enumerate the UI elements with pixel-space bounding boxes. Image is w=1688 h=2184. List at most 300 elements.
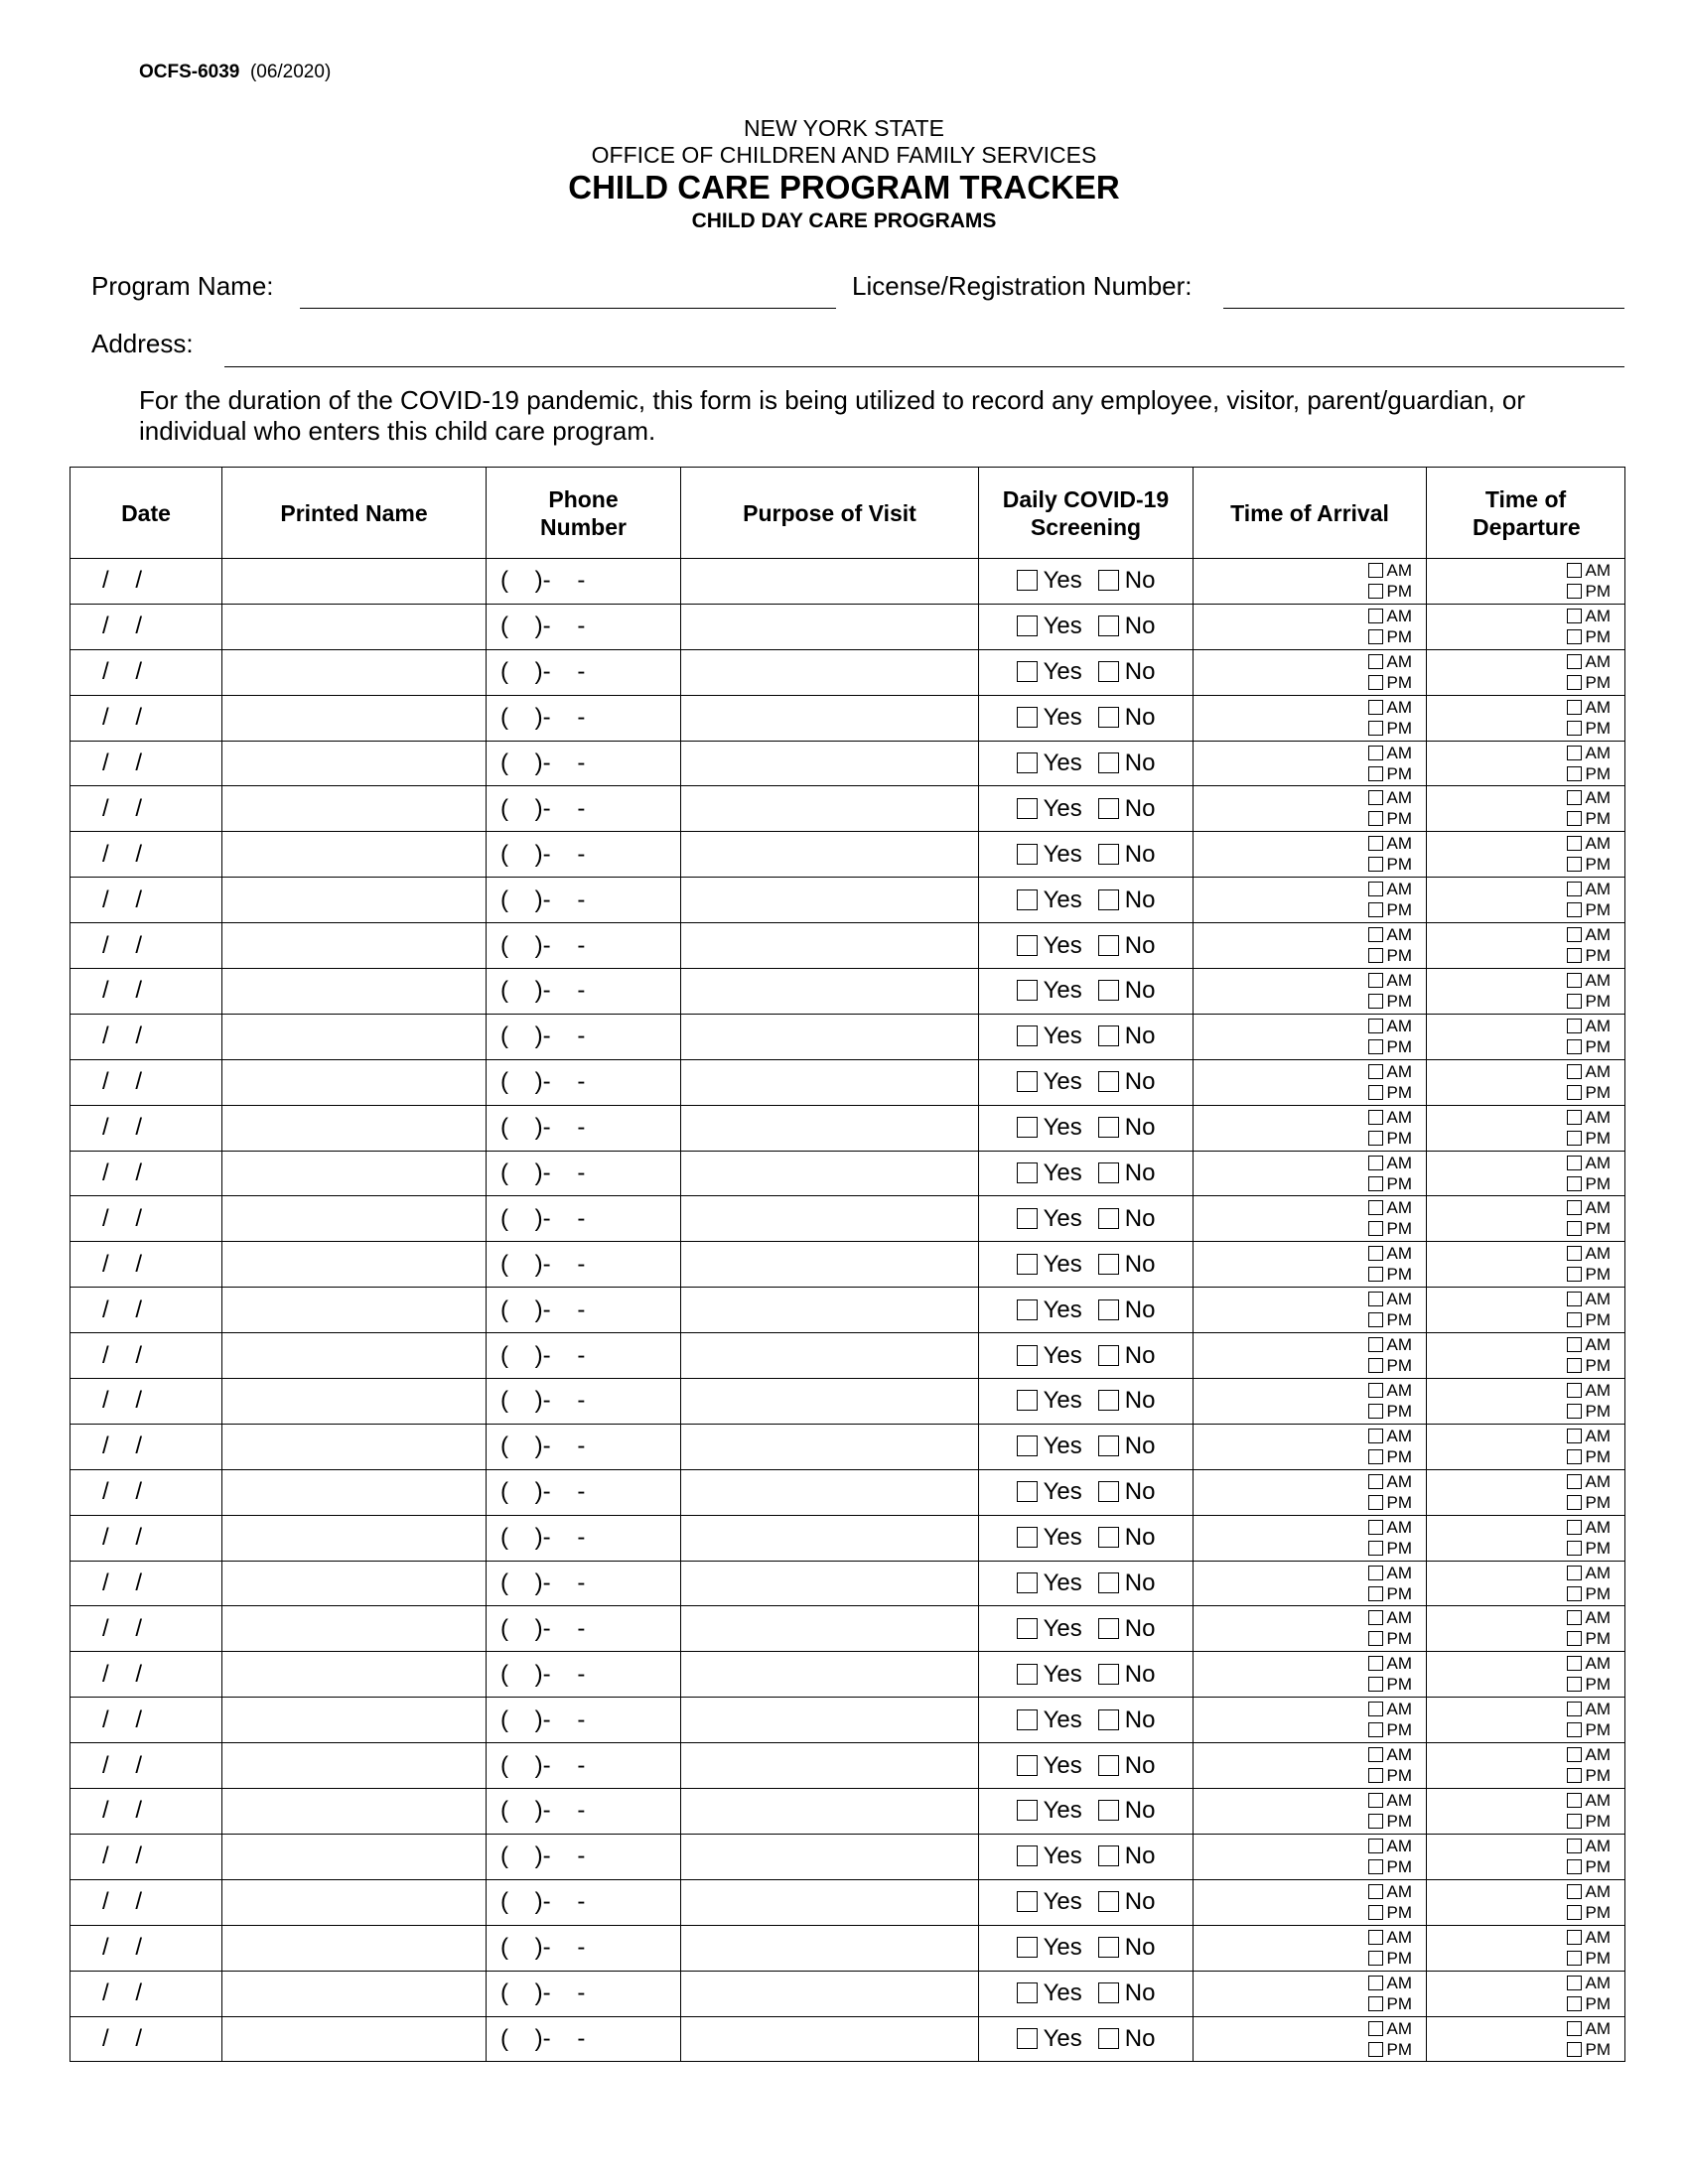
- departure-am-checkbox[interactable]: [1567, 1156, 1582, 1170]
- date-cell[interactable]: / /: [70, 1196, 222, 1242]
- date-cell[interactable]: / /: [70, 1561, 222, 1606]
- arrival-pm-checkbox[interactable]: [1368, 1859, 1383, 1874]
- departure-am-checkbox[interactable]: [1567, 609, 1582, 623]
- arrival-am-checkbox[interactable]: [1368, 1474, 1383, 1489]
- arrival-pm-checkbox[interactable]: [1368, 766, 1383, 781]
- departure-pm-checkbox[interactable]: [1567, 811, 1582, 826]
- printed-name-cell[interactable]: [222, 1743, 487, 1789]
- purpose-cell[interactable]: [681, 1379, 979, 1425]
- arrival-pm-checkbox[interactable]: [1368, 1449, 1383, 1464]
- arrival-am-checkbox[interactable]: [1368, 1337, 1383, 1352]
- arrival-am-checkbox[interactable]: [1368, 1156, 1383, 1170]
- printed-name-cell[interactable]: [222, 559, 487, 605]
- no-checkbox[interactable]: [1098, 798, 1119, 819]
- yes-checkbox[interactable]: [1017, 1345, 1038, 1366]
- purpose-cell[interactable]: [681, 1743, 979, 1789]
- date-cell[interactable]: / /: [70, 1925, 222, 1971]
- arrival-pm-checkbox[interactable]: [1368, 1951, 1383, 1966]
- no-checkbox[interactable]: [1098, 1800, 1119, 1821]
- no-checkbox[interactable]: [1098, 2028, 1119, 2049]
- yes-checkbox[interactable]: [1017, 1755, 1038, 1776]
- arrival-pm-checkbox[interactable]: [1368, 902, 1383, 917]
- departure-pm-checkbox[interactable]: [1567, 1039, 1582, 1054]
- printed-name-cell[interactable]: [222, 1469, 487, 1515]
- arrival-am-checkbox[interactable]: [1368, 1610, 1383, 1625]
- date-cell[interactable]: / /: [70, 1789, 222, 1835]
- departure-am-checkbox[interactable]: [1567, 563, 1582, 578]
- arrival-pm-checkbox[interactable]: [1368, 1631, 1383, 1646]
- no-checkbox[interactable]: [1098, 1345, 1119, 1366]
- arrival-pm-checkbox[interactable]: [1368, 857, 1383, 872]
- departure-am-checkbox[interactable]: [1567, 746, 1582, 760]
- no-checkbox[interactable]: [1098, 752, 1119, 773]
- date-cell[interactable]: / /: [70, 1059, 222, 1105]
- no-checkbox[interactable]: [1098, 1390, 1119, 1411]
- no-checkbox[interactable]: [1098, 844, 1119, 865]
- printed-name-cell[interactable]: [222, 1971, 487, 2016]
- date-cell[interactable]: / /: [70, 741, 222, 786]
- printed-name-cell[interactable]: [222, 1652, 487, 1698]
- departure-am-checkbox[interactable]: [1567, 927, 1582, 942]
- arrival-pm-checkbox[interactable]: [1368, 1404, 1383, 1419]
- yes-checkbox[interactable]: [1017, 1982, 1038, 2003]
- date-cell[interactable]: / /: [70, 786, 222, 832]
- printed-name-cell[interactable]: [222, 1379, 487, 1425]
- phone-cell[interactable]: ( )- -: [487, 1059, 681, 1105]
- no-checkbox[interactable]: [1098, 889, 1119, 910]
- phone-cell[interactable]: ( )- -: [487, 878, 681, 923]
- departure-am-checkbox[interactable]: [1567, 882, 1582, 896]
- phone-cell[interactable]: ( )- -: [487, 1789, 681, 1835]
- departure-pm-checkbox[interactable]: [1567, 766, 1582, 781]
- departure-am-checkbox[interactable]: [1567, 1610, 1582, 1625]
- departure-am-checkbox[interactable]: [1567, 1019, 1582, 1033]
- yes-checkbox[interactable]: [1017, 1254, 1038, 1275]
- yes-checkbox[interactable]: [1017, 615, 1038, 636]
- no-checkbox[interactable]: [1098, 661, 1119, 682]
- arrival-pm-checkbox[interactable]: [1368, 1541, 1383, 1556]
- yes-checkbox[interactable]: [1017, 1527, 1038, 1548]
- arrival-am-checkbox[interactable]: [1368, 1747, 1383, 1762]
- phone-cell[interactable]: ( )- -: [487, 832, 681, 878]
- purpose-cell[interactable]: [681, 2016, 979, 2062]
- no-checkbox[interactable]: [1098, 1755, 1119, 1776]
- date-cell[interactable]: / /: [70, 604, 222, 649]
- arrival-am-checkbox[interactable]: [1368, 1656, 1383, 1671]
- date-cell[interactable]: / /: [70, 1151, 222, 1196]
- phone-cell[interactable]: ( )- -: [487, 1242, 681, 1288]
- address-input[interactable]: [228, 337, 1624, 364]
- arrival-pm-checkbox[interactable]: [1368, 1495, 1383, 1510]
- arrival-pm-checkbox[interactable]: [1368, 1312, 1383, 1327]
- departure-pm-checkbox[interactable]: [1567, 1859, 1582, 1874]
- yes-checkbox[interactable]: [1017, 1390, 1038, 1411]
- printed-name-cell[interactable]: [222, 786, 487, 832]
- purpose-cell[interactable]: [681, 559, 979, 605]
- date-cell[interactable]: / /: [70, 559, 222, 605]
- departure-am-checkbox[interactable]: [1567, 1474, 1582, 1489]
- purpose-cell[interactable]: [681, 1834, 979, 1879]
- purpose-cell[interactable]: [681, 741, 979, 786]
- departure-pm-checkbox[interactable]: [1567, 1358, 1582, 1373]
- arrival-am-checkbox[interactable]: [1368, 1793, 1383, 1808]
- purpose-cell[interactable]: [681, 1925, 979, 1971]
- arrival-am-checkbox[interactable]: [1368, 1429, 1383, 1443]
- phone-cell[interactable]: ( )- -: [487, 2016, 681, 2062]
- yes-checkbox[interactable]: [1017, 844, 1038, 865]
- no-checkbox[interactable]: [1098, 1709, 1119, 1730]
- purpose-cell[interactable]: [681, 1698, 979, 1743]
- phone-cell[interactable]: ( )- -: [487, 923, 681, 969]
- arrival-pm-checkbox[interactable]: [1368, 1814, 1383, 1829]
- no-checkbox[interactable]: [1098, 1208, 1119, 1229]
- phone-cell[interactable]: ( )- -: [487, 1834, 681, 1879]
- printed-name-cell[interactable]: [222, 1789, 487, 1835]
- printed-name-cell[interactable]: [222, 2016, 487, 2062]
- no-checkbox[interactable]: [1098, 1254, 1119, 1275]
- printed-name-cell[interactable]: [222, 695, 487, 741]
- phone-cell[interactable]: ( )- -: [487, 1652, 681, 1698]
- date-cell[interactable]: / /: [70, 1469, 222, 1515]
- phone-cell[interactable]: ( )- -: [487, 559, 681, 605]
- date-cell[interactable]: / /: [70, 1698, 222, 1743]
- arrival-am-checkbox[interactable]: [1368, 927, 1383, 942]
- arrival-pm-checkbox[interactable]: [1368, 1176, 1383, 1191]
- phone-cell[interactable]: ( )- -: [487, 1469, 681, 1515]
- departure-pm-checkbox[interactable]: [1567, 1131, 1582, 1146]
- yes-checkbox[interactable]: [1017, 889, 1038, 910]
- purpose-cell[interactable]: [681, 649, 979, 695]
- date-cell[interactable]: / /: [70, 1242, 222, 1288]
- phone-cell[interactable]: ( )- -: [487, 1014, 681, 1059]
- printed-name-cell[interactable]: [222, 878, 487, 923]
- departure-am-checkbox[interactable]: [1567, 1702, 1582, 1716]
- purpose-cell[interactable]: [681, 1288, 979, 1333]
- date-cell[interactable]: / /: [70, 1652, 222, 1698]
- departure-pm-checkbox[interactable]: [1567, 1677, 1582, 1692]
- phone-cell[interactable]: ( )- -: [487, 741, 681, 786]
- no-checkbox[interactable]: [1098, 1481, 1119, 1502]
- arrival-am-checkbox[interactable]: [1368, 1884, 1383, 1899]
- phone-cell[interactable]: ( )- -: [487, 1698, 681, 1743]
- printed-name-cell[interactable]: [222, 1242, 487, 1288]
- arrival-am-checkbox[interactable]: [1368, 2021, 1383, 2036]
- no-checkbox[interactable]: [1098, 1845, 1119, 1866]
- arrival-pm-checkbox[interactable]: [1368, 811, 1383, 826]
- phone-cell[interactable]: ( )- -: [487, 1606, 681, 1652]
- printed-name-cell[interactable]: [222, 1288, 487, 1333]
- yes-checkbox[interactable]: [1017, 935, 1038, 956]
- arrival-am-checkbox[interactable]: [1368, 790, 1383, 805]
- yes-checkbox[interactable]: [1017, 1071, 1038, 1092]
- phone-cell[interactable]: ( )- -: [487, 1925, 681, 1971]
- arrival-am-checkbox[interactable]: [1368, 654, 1383, 669]
- phone-cell[interactable]: ( )- -: [487, 604, 681, 649]
- arrival-am-checkbox[interactable]: [1368, 1976, 1383, 1990]
- yes-checkbox[interactable]: [1017, 1481, 1038, 1502]
- arrival-am-checkbox[interactable]: [1368, 1839, 1383, 1853]
- printed-name-cell[interactable]: [222, 1196, 487, 1242]
- purpose-cell[interactable]: [681, 1469, 979, 1515]
- phone-cell[interactable]: ( )- -: [487, 1971, 681, 2016]
- arrival-pm-checkbox[interactable]: [1368, 994, 1383, 1009]
- phone-cell[interactable]: ( )- -: [487, 1333, 681, 1379]
- phone-cell[interactable]: ( )- -: [487, 1743, 681, 1789]
- arrival-pm-checkbox[interactable]: [1368, 675, 1383, 690]
- departure-pm-checkbox[interactable]: [1567, 1722, 1582, 1737]
- purpose-cell[interactable]: [681, 1105, 979, 1151]
- arrival-am-checkbox[interactable]: [1368, 1064, 1383, 1079]
- date-cell[interactable]: / /: [70, 1971, 222, 2016]
- purpose-cell[interactable]: [681, 1151, 979, 1196]
- arrival-am-checkbox[interactable]: [1368, 882, 1383, 896]
- departure-pm-checkbox[interactable]: [1567, 1541, 1582, 1556]
- printed-name-cell[interactable]: [222, 1151, 487, 1196]
- no-checkbox[interactable]: [1098, 1299, 1119, 1320]
- printed-name-cell[interactable]: [222, 1515, 487, 1561]
- date-cell[interactable]: / /: [70, 1743, 222, 1789]
- yes-checkbox[interactable]: [1017, 1664, 1038, 1685]
- departure-pm-checkbox[interactable]: [1567, 721, 1582, 736]
- arrival-pm-checkbox[interactable]: [1368, 1677, 1383, 1692]
- no-checkbox[interactable]: [1098, 1664, 1119, 1685]
- printed-name-cell[interactable]: [222, 969, 487, 1015]
- departure-am-checkbox[interactable]: [1567, 1383, 1582, 1398]
- purpose-cell[interactable]: [681, 604, 979, 649]
- arrival-am-checkbox[interactable]: [1368, 1520, 1383, 1535]
- phone-cell[interactable]: ( )- -: [487, 1561, 681, 1606]
- departure-am-checkbox[interactable]: [1567, 1976, 1582, 1990]
- purpose-cell[interactable]: [681, 1014, 979, 1059]
- date-cell[interactable]: / /: [70, 1515, 222, 1561]
- yes-checkbox[interactable]: [1017, 570, 1038, 591]
- no-checkbox[interactable]: [1098, 1982, 1119, 2003]
- yes-checkbox[interactable]: [1017, 1891, 1038, 1912]
- printed-name-cell[interactable]: [222, 1834, 487, 1879]
- departure-pm-checkbox[interactable]: [1567, 948, 1582, 963]
- departure-am-checkbox[interactable]: [1567, 654, 1582, 669]
- yes-checkbox[interactable]: [1017, 1800, 1038, 1821]
- purpose-cell[interactable]: [681, 1515, 979, 1561]
- no-checkbox[interactable]: [1098, 935, 1119, 956]
- departure-pm-checkbox[interactable]: [1567, 994, 1582, 1009]
- arrival-pm-checkbox[interactable]: [1368, 584, 1383, 599]
- arrival-am-checkbox[interactable]: [1368, 1383, 1383, 1398]
- arrival-am-checkbox[interactable]: [1368, 609, 1383, 623]
- phone-cell[interactable]: ( )- -: [487, 1879, 681, 1925]
- arrival-pm-checkbox[interactable]: [1368, 1768, 1383, 1783]
- printed-name-cell[interactable]: [222, 1059, 487, 1105]
- date-cell[interactable]: / /: [70, 1379, 222, 1425]
- purpose-cell[interactable]: [681, 1879, 979, 1925]
- date-cell[interactable]: / /: [70, 1288, 222, 1333]
- departure-am-checkbox[interactable]: [1567, 1930, 1582, 1945]
- departure-pm-checkbox[interactable]: [1567, 629, 1582, 644]
- yes-checkbox[interactable]: [1017, 1618, 1038, 1639]
- departure-pm-checkbox[interactable]: [1567, 1449, 1582, 1464]
- printed-name-cell[interactable]: [222, 604, 487, 649]
- arrival-am-checkbox[interactable]: [1368, 746, 1383, 760]
- phone-cell[interactable]: ( )- -: [487, 1288, 681, 1333]
- printed-name-cell[interactable]: [222, 1879, 487, 1925]
- arrival-am-checkbox[interactable]: [1368, 836, 1383, 851]
- no-checkbox[interactable]: [1098, 615, 1119, 636]
- departure-am-checkbox[interactable]: [1567, 1292, 1582, 1306]
- yes-checkbox[interactable]: [1017, 1025, 1038, 1046]
- no-checkbox[interactable]: [1098, 1937, 1119, 1958]
- departure-am-checkbox[interactable]: [1567, 1200, 1582, 1215]
- purpose-cell[interactable]: [681, 832, 979, 878]
- purpose-cell[interactable]: [681, 878, 979, 923]
- purpose-cell[interactable]: [681, 1196, 979, 1242]
- printed-name-cell[interactable]: [222, 1105, 487, 1151]
- arrival-am-checkbox[interactable]: [1368, 1566, 1383, 1580]
- no-checkbox[interactable]: [1098, 1117, 1119, 1138]
- date-cell[interactable]: / /: [70, 695, 222, 741]
- departure-am-checkbox[interactable]: [1567, 1520, 1582, 1535]
- departure-pm-checkbox[interactable]: [1567, 857, 1582, 872]
- yes-checkbox[interactable]: [1017, 1208, 1038, 1229]
- departure-pm-checkbox[interactable]: [1567, 902, 1582, 917]
- printed-name-cell[interactable]: [222, 1925, 487, 1971]
- departure-am-checkbox[interactable]: [1567, 1246, 1582, 1261]
- departure-am-checkbox[interactable]: [1567, 1110, 1582, 1125]
- arrival-pm-checkbox[interactable]: [1368, 1586, 1383, 1601]
- date-cell[interactable]: / /: [70, 2016, 222, 2062]
- arrival-pm-checkbox[interactable]: [1368, 1085, 1383, 1100]
- date-cell[interactable]: / /: [70, 1606, 222, 1652]
- no-checkbox[interactable]: [1098, 1527, 1119, 1548]
- purpose-cell[interactable]: [681, 1561, 979, 1606]
- yes-checkbox[interactable]: [1017, 980, 1038, 1001]
- yes-checkbox[interactable]: [1017, 1709, 1038, 1730]
- purpose-cell[interactable]: [681, 1242, 979, 1288]
- departure-am-checkbox[interactable]: [1567, 1429, 1582, 1443]
- departure-am-checkbox[interactable]: [1567, 1566, 1582, 1580]
- yes-checkbox[interactable]: [1017, 1572, 1038, 1593]
- yes-checkbox[interactable]: [1017, 707, 1038, 728]
- departure-pm-checkbox[interactable]: [1567, 1586, 1582, 1601]
- purpose-cell[interactable]: [681, 786, 979, 832]
- departure-am-checkbox[interactable]: [1567, 973, 1582, 988]
- phone-cell[interactable]: ( )- -: [487, 649, 681, 695]
- departure-pm-checkbox[interactable]: [1567, 1951, 1582, 1966]
- departure-am-checkbox[interactable]: [1567, 1064, 1582, 1079]
- printed-name-cell[interactable]: [222, 1014, 487, 1059]
- departure-pm-checkbox[interactable]: [1567, 1176, 1582, 1191]
- no-checkbox[interactable]: [1098, 1891, 1119, 1912]
- date-cell[interactable]: / /: [70, 1834, 222, 1879]
- departure-pm-checkbox[interactable]: [1567, 1312, 1582, 1327]
- phone-cell[interactable]: ( )- -: [487, 1379, 681, 1425]
- purpose-cell[interactable]: [681, 695, 979, 741]
- date-cell[interactable]: / /: [70, 969, 222, 1015]
- arrival-am-checkbox[interactable]: [1368, 1200, 1383, 1215]
- arrival-am-checkbox[interactable]: [1368, 563, 1383, 578]
- date-cell[interactable]: / /: [70, 923, 222, 969]
- departure-pm-checkbox[interactable]: [1567, 1221, 1582, 1236]
- printed-name-cell[interactable]: [222, 1698, 487, 1743]
- arrival-pm-checkbox[interactable]: [1368, 1267, 1383, 1282]
- no-checkbox[interactable]: [1098, 1071, 1119, 1092]
- departure-pm-checkbox[interactable]: [1567, 584, 1582, 599]
- phone-cell[interactable]: ( )- -: [487, 1196, 681, 1242]
- departure-pm-checkbox[interactable]: [1567, 1085, 1582, 1100]
- date-cell[interactable]: / /: [70, 1879, 222, 1925]
- yes-checkbox[interactable]: [1017, 1435, 1038, 1456]
- arrival-pm-checkbox[interactable]: [1368, 948, 1383, 963]
- printed-name-cell[interactable]: [222, 649, 487, 695]
- arrival-pm-checkbox[interactable]: [1368, 1131, 1383, 1146]
- printed-name-cell[interactable]: [222, 1561, 487, 1606]
- departure-am-checkbox[interactable]: [1567, 1839, 1582, 1853]
- no-checkbox[interactable]: [1098, 1435, 1119, 1456]
- phone-cell[interactable]: ( )- -: [487, 695, 681, 741]
- departure-pm-checkbox[interactable]: [1567, 1404, 1582, 1419]
- date-cell[interactable]: / /: [70, 1424, 222, 1469]
- arrival-am-checkbox[interactable]: [1368, 1246, 1383, 1261]
- departure-pm-checkbox[interactable]: [1567, 1996, 1582, 2011]
- arrival-am-checkbox[interactable]: [1368, 1110, 1383, 1125]
- purpose-cell[interactable]: [681, 1333, 979, 1379]
- printed-name-cell[interactable]: [222, 1333, 487, 1379]
- purpose-cell[interactable]: [681, 1652, 979, 1698]
- departure-pm-checkbox[interactable]: [1567, 2042, 1582, 2057]
- no-checkbox[interactable]: [1098, 570, 1119, 591]
- purpose-cell[interactable]: [681, 969, 979, 1015]
- license-input[interactable]: [1227, 278, 1624, 306]
- phone-cell[interactable]: ( )- -: [487, 1105, 681, 1151]
- yes-checkbox[interactable]: [1017, 1845, 1038, 1866]
- date-cell[interactable]: / /: [70, 1105, 222, 1151]
- departure-am-checkbox[interactable]: [1567, 1884, 1582, 1899]
- departure-am-checkbox[interactable]: [1567, 1656, 1582, 1671]
- departure-am-checkbox[interactable]: [1567, 1747, 1582, 1762]
- date-cell[interactable]: / /: [70, 1333, 222, 1379]
- date-cell[interactable]: / /: [70, 878, 222, 923]
- phone-cell[interactable]: ( )- -: [487, 1424, 681, 1469]
- printed-name-cell[interactable]: [222, 741, 487, 786]
- departure-pm-checkbox[interactable]: [1567, 1768, 1582, 1783]
- departure-am-checkbox[interactable]: [1567, 790, 1582, 805]
- departure-pm-checkbox[interactable]: [1567, 675, 1582, 690]
- no-checkbox[interactable]: [1098, 980, 1119, 1001]
- arrival-am-checkbox[interactable]: [1368, 1930, 1383, 1945]
- yes-checkbox[interactable]: [1017, 752, 1038, 773]
- arrival-am-checkbox[interactable]: [1368, 1702, 1383, 1716]
- no-checkbox[interactable]: [1098, 707, 1119, 728]
- purpose-cell[interactable]: [681, 1971, 979, 2016]
- departure-am-checkbox[interactable]: [1567, 1337, 1582, 1352]
- arrival-am-checkbox[interactable]: [1368, 1292, 1383, 1306]
- arrival-pm-checkbox[interactable]: [1368, 1358, 1383, 1373]
- yes-checkbox[interactable]: [1017, 1299, 1038, 1320]
- purpose-cell[interactable]: [681, 1606, 979, 1652]
- arrival-pm-checkbox[interactable]: [1368, 1996, 1383, 2011]
- printed-name-cell[interactable]: [222, 923, 487, 969]
- arrival-pm-checkbox[interactable]: [1368, 629, 1383, 644]
- phone-cell[interactable]: ( )- -: [487, 969, 681, 1015]
- date-cell[interactable]: / /: [70, 1014, 222, 1059]
- printed-name-cell[interactable]: [222, 1606, 487, 1652]
- no-checkbox[interactable]: [1098, 1162, 1119, 1183]
- arrival-pm-checkbox[interactable]: [1368, 2042, 1383, 2057]
- departure-am-checkbox[interactable]: [1567, 1793, 1582, 1808]
- arrival-am-checkbox[interactable]: [1368, 700, 1383, 715]
- departure-pm-checkbox[interactable]: [1567, 1267, 1582, 1282]
- yes-checkbox[interactable]: [1017, 1937, 1038, 1958]
- departure-pm-checkbox[interactable]: [1567, 1495, 1582, 1510]
